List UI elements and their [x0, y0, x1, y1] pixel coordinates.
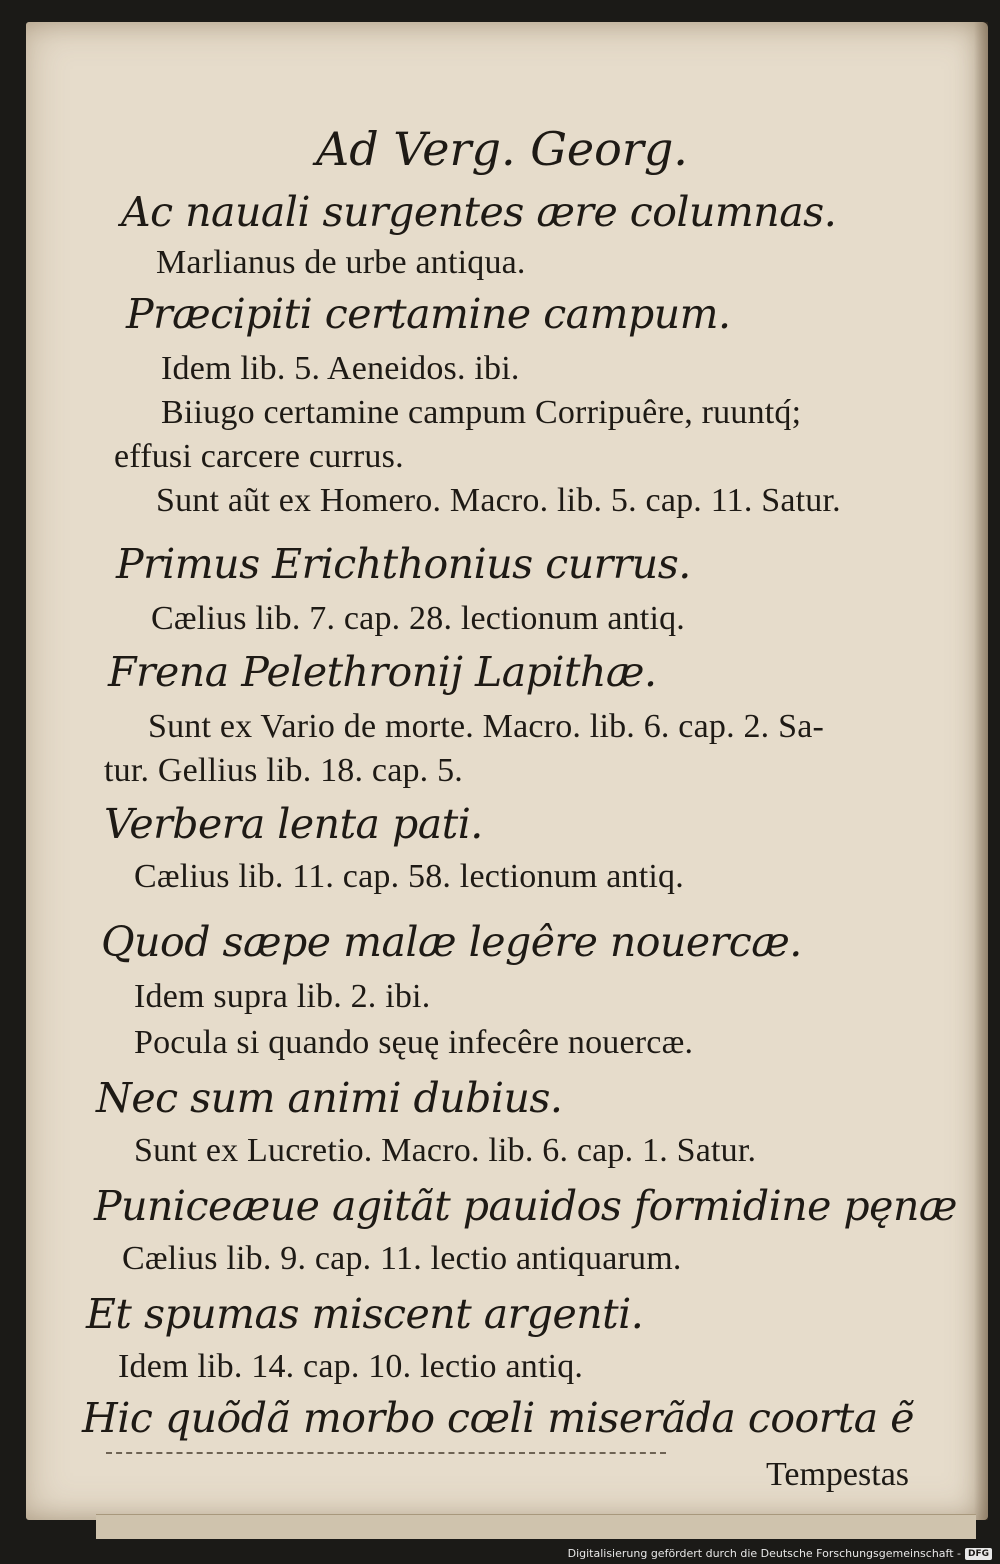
text-line: Marlianus de urbe antiqua.	[156, 244, 526, 281]
credit-text: Digitalisierung gefördert durch die Deutsche Forschungsgemeinschaft -	[567, 1547, 961, 1560]
text-line: Puniceæue agitãt pauidos formidine pęnæ	[94, 1182, 957, 1230]
text-line: Sunt aũt ex Homero. Macro. lib. 5. cap. 11. Satur.	[156, 482, 841, 519]
text-line: Pocula si quando sęuę infecêre nouercæ.	[134, 1024, 694, 1061]
text-line: Sunt ex Lucretio. Macro. lib. 6. cap. 1. Satur.	[134, 1132, 757, 1169]
text-line: Verbera lenta pati.	[104, 800, 483, 848]
text-line: Et spumas miscent argenti.	[86, 1290, 644, 1338]
text-line: Hic quõdã morbo cœli miserãda coorta ẽ	[82, 1394, 915, 1442]
text-line: effusi carcere currus.	[114, 438, 404, 475]
text-line: Quod sæpe malæ legêre nouercæ.	[101, 918, 802, 966]
digitization-credit	[568, 1547, 992, 1560]
text-line: Frena Pelethronij Lapithæ.	[108, 648, 657, 696]
text-line: Cælius lib. 11. cap. 58. lectionum antiq.	[134, 858, 684, 895]
dfg-logo-icon: DFG	[965, 1548, 992, 1560]
text-line: Cælius lib. 9. cap. 11. lectio antiquarum.	[122, 1240, 682, 1277]
page-edge	[96, 1514, 976, 1539]
text-line: Idem lib. 5. Aeneidos. ibi.	[161, 350, 520, 387]
page-gutter-shadow	[974, 22, 988, 1520]
text-line: Cælius lib. 7. cap. 28. lectionum antiq.	[151, 600, 686, 637]
text-line: tur. Gellius lib. 18. cap. 5.	[104, 752, 463, 789]
text-line: Nec sum animi dubius.	[96, 1074, 563, 1122]
text-line: Biiugo certamine campum Corripuêre, ruuntq́;	[161, 394, 802, 431]
page-heading: Ad Verg. Georg.	[316, 122, 688, 176]
text-line: Præcipiti certamine campum.	[126, 290, 731, 338]
ornamental-rule	[106, 1452, 666, 1454]
text-line: Sunt ex Vario de morte. Macro. lib. 6. cap. 2. Sa-	[148, 708, 825, 745]
text-line: Ac nauali surgentes ære columnas.	[121, 188, 837, 236]
text-line: Idem supra lib. 2. ibi.	[134, 978, 431, 1015]
book-page	[26, 22, 988, 1520]
catchword: Tempestas	[766, 1456, 910, 1493]
text-line: Idem lib. 14. cap. 10. lectio antiq.	[118, 1348, 584, 1385]
text-line: Primus Erichthonius currus.	[116, 540, 691, 588]
